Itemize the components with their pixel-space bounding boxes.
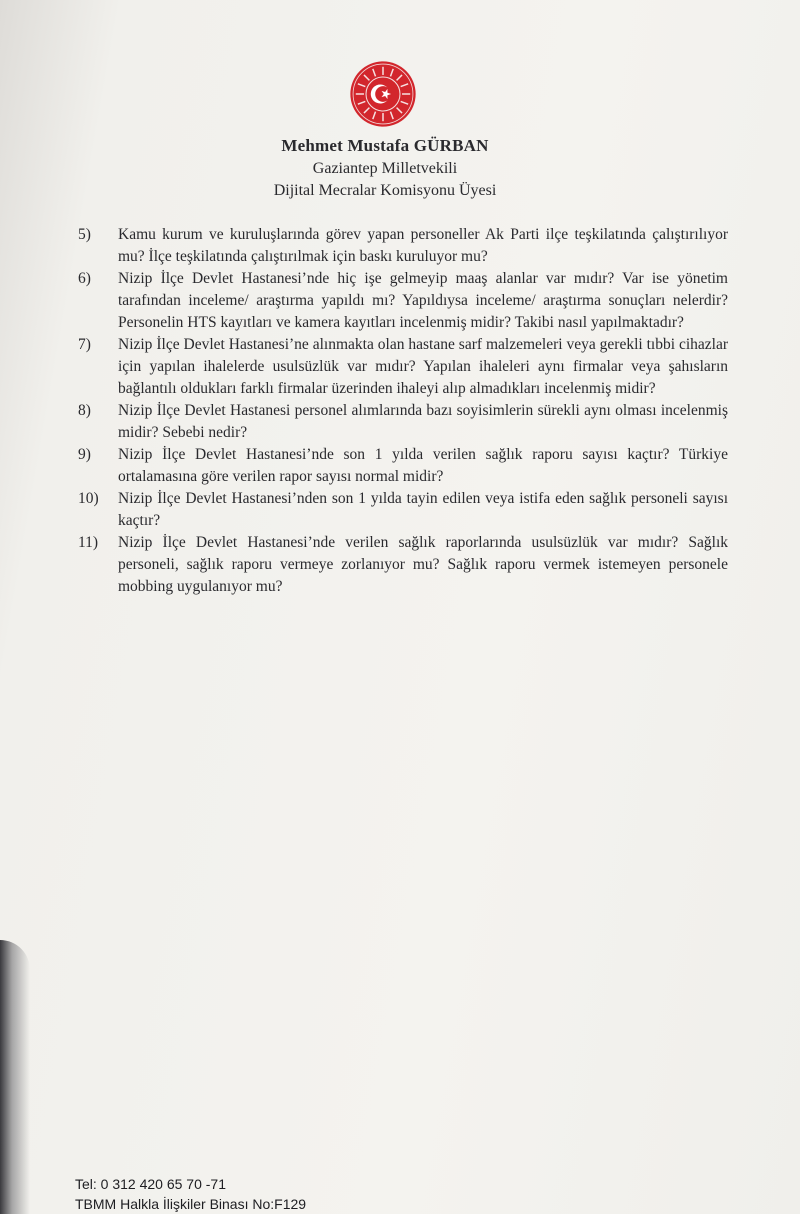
tbmm-seal-icon <box>349 60 417 128</box>
footer-phone: Tel: 0 312 420 65 70 -71 <box>75 1176 227 1192</box>
question-text: Nizip İlçe Devlet Hastanesi’nde son 1 yılda verilen sağlık raporu sayısı kaçtır? Türkiye ortalamasına göre verilen rapor sayısı normal midir? <box>118 446 728 485</box>
question-text: Nizip İlçe Devlet Hastanesi’ne alınmakta olan hastane sarf malzemeleri veya gerekli tıbbi cihazlar için yapılan ihalelerde usulsüzlük var mıdır? Yapılan ihaleleri aynı firmalar veya şahısların bağlantılı oldukları farklı firmalar üzerinden ihaleyi alıp almadıkları incelenmiş midir? <box>118 336 728 397</box>
question-number: 7) <box>78 336 91 353</box>
deputy-name: Mehmet Mustafa GÜRBAN <box>281 136 489 155</box>
question-text: Kamu kurum ve kuruluşlarında görev yapan personeller Ak Parti ilçe teşkilatında çalıştırılıyor mu? İlçe teşkilatında çalıştırılmak için baskı kuruluyor mu? <box>118 226 728 265</box>
footer-address: TBMM Halkla İlişkiler Binası No:F129 <box>75 1196 307 1212</box>
question-text: Nizip İlçe Devlet Hastanesi’nde hiç işe gelmeyip maaş alanlar var mıdır? Var ise yönetim tarafından inceleme/ araştırma yapıldı mı? Yapıldıysa inceleme/ araştırma sonuçları nelerdir? Personelin HTS kayıtları ve kamera kayıtları incelenmiş midir? Takibi nasıl yapılmaktadır? <box>118 270 728 331</box>
question-number: 9) <box>78 446 91 463</box>
question-item <box>78 532 728 598</box>
page-edge-shadow <box>0 940 30 1214</box>
deputy-commission: Dijital Mecralar Komisyonu Üyesi <box>273 182 497 199</box>
question-text: Nizip İlçe Devlet Hastanesi personel alımlarında bazı soyisimlerin sürekli aynı olması incelenmiş midir? Sebebi nedir? <box>118 402 728 441</box>
question-number: 6) <box>78 270 91 287</box>
question-item <box>78 224 728 268</box>
question-item <box>78 400 728 444</box>
question-number: 8) <box>78 402 91 419</box>
question-number: 11) <box>78 534 99 551</box>
question-item <box>78 268 728 334</box>
deputy-province: Gaziantep Milletvekili <box>312 160 458 177</box>
question-item <box>78 334 728 400</box>
question-number: 10) <box>78 490 99 507</box>
question-number: 5) <box>78 226 91 243</box>
question-item <box>78 444 728 488</box>
question-item <box>78 488 728 532</box>
question-text: Nizip İlçe Devlet Hastanesi’nden son 1 yılda tayin edilen veya istifa eden sağlık personeli sayısı kaçtır? <box>118 490 728 529</box>
question-list <box>78 224 728 598</box>
question-text: Nizip İlçe Devlet Hastanesi’nde verilen sağlık raporlarında usulsüzlük var mıdır? Sağlık personeli, sağlık raporu vermeye zorlanıyor mu? Sağlık raporu vermek istemeyen personele mobbing uygulanıyor mu? <box>118 534 728 595</box>
